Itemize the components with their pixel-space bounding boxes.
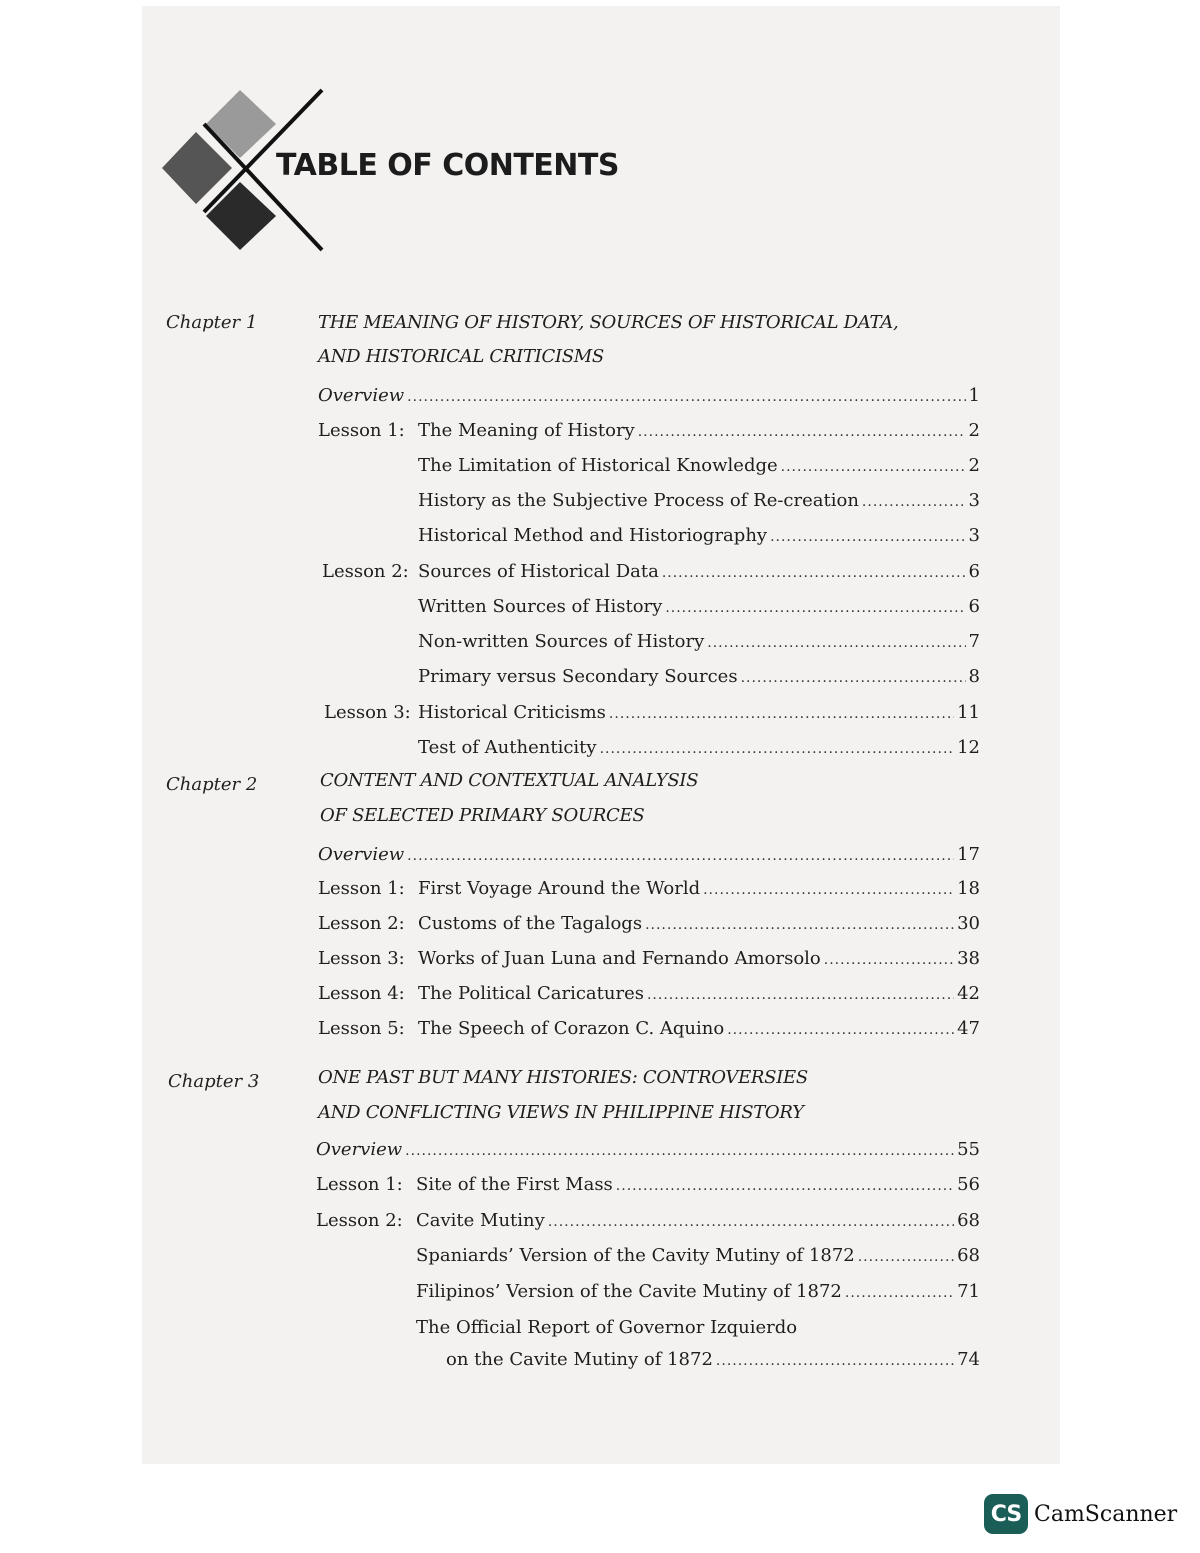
dot-leader [548,1210,954,1234]
entry-text: Overview [316,1139,403,1160]
chapter-title-line: AND HISTORICAL CRITICISMS [318,346,604,367]
toc-entry[interactable] [318,384,980,408]
entry-text[interactable]: The Official Report of Governor Izquierdo [416,1317,798,1338]
lesson-label: Lesson 2: [318,913,405,934]
page-number: 74 [957,1349,980,1370]
dot-leader [781,455,966,479]
page-number: 6 [968,596,980,617]
toc-entry[interactable] [322,560,980,584]
entry-text: Written Sources of History [418,596,663,617]
dot-leader [616,1174,954,1198]
toc-entry[interactable] [446,1348,980,1372]
page-number: 2 [968,455,980,476]
dot-leader [770,525,965,549]
toc-entry[interactable] [318,419,980,443]
chapter-label: Chapter 2 [166,774,258,795]
page-number: 12 [957,737,980,758]
dot-leader [407,385,965,409]
chapter-title-line: ONE PAST BUT MANY HISTORIES: CONTROVERSIES [318,1067,808,1088]
lesson-label: Lesson 4: [318,983,405,1004]
lesson-label: Lesson 1: [318,878,405,899]
page-number: 11 [957,702,980,723]
dot-leader [845,1281,954,1305]
dot-leader [609,702,954,726]
page-number: 17 [957,844,980,865]
camscanner-text: CamScanner [1034,1501,1178,1527]
dot-leader [665,596,965,620]
page-number: 47 [957,1018,980,1039]
page-number: 1 [968,385,980,406]
dot-leader [645,913,954,937]
entry-text: Non-written Sources of History [418,631,705,652]
toc-entry[interactable] [316,1173,980,1197]
chapter-title-line: OF SELECTED PRIMARY SOURCES [320,805,645,826]
toc-entry[interactable] [316,1138,980,1162]
dot-leader [647,983,954,1007]
dot-leader [662,561,966,585]
chapter-title-line: THE MEANING OF HISTORY, SOURCES OF HISTORICAL DATA, [318,312,899,333]
toc-entry[interactable] [318,877,980,901]
page-number: 2 [968,420,980,441]
chapter-label: Chapter 1 [166,312,258,333]
toc-entry[interactable] [318,982,980,1006]
entry-text: Historical Method and Historiography [418,525,768,546]
page-number: 3 [968,525,980,546]
dot-leader [824,948,954,972]
page-number: 55 [957,1139,980,1160]
entry-text: Works of Juan Luna and Fernando Amorsolo [418,948,821,969]
camscanner-icon: CS [984,1494,1028,1534]
lesson-label: Lesson 3: [324,702,411,723]
lesson-label: Lesson 1: [318,420,405,441]
entry-text: The Limitation of Historical Knowledge [418,455,778,476]
toc-entry[interactable] [324,701,980,725]
dot-leader [862,490,966,514]
toc-entry[interactable] [416,1280,980,1304]
entry-text: Customs of the Tagalogs [418,913,643,934]
entry-text: Overview [318,844,405,865]
entry-text: First Voyage Around the World [418,878,701,899]
entry-text: Test of Authenticity [418,737,597,758]
dot-leader [638,420,966,444]
camscanner-watermark [984,1494,1177,1534]
lesson-label: Lesson 2: [322,561,409,582]
page-number: 56 [957,1174,980,1195]
toc-entry[interactable] [318,843,980,867]
page-number: 3 [968,490,980,511]
entry-text: Sources of Historical Data [418,561,659,582]
toc-entry[interactable] [316,1209,980,1233]
chapter-label: Chapter 3 [168,1071,260,1092]
lesson-label: Lesson 1: [316,1174,403,1195]
toc-entry[interactable] [418,489,980,513]
chapter-title-line: AND CONFLICTING VIEWS IN PHILIPPINE HISTORY [318,1102,804,1123]
toc-entry[interactable] [318,912,980,936]
dot-leader [858,1245,954,1269]
toc-entry[interactable] [418,665,980,689]
entry-text: Cavite Mutiny [416,1210,545,1231]
page-number: 71 [957,1281,980,1302]
page-number: 30 [957,913,980,934]
dot-leader [600,737,955,761]
entry-text: Overview [318,385,405,406]
dot-leader [703,878,954,902]
chapter-title-line: CONTENT AND CONTEXTUAL ANALYSIS [320,770,699,791]
entry-text: Spaniards’ Version of the Cavity Mutiny of 1872 [416,1245,855,1266]
entry-text: The Meaning of History [418,420,635,441]
entry-text: Primary versus Secondary Sources [418,666,738,687]
lesson-label: Lesson 3: [318,948,405,969]
page-title: TABLE OF CONTENTS [276,148,619,183]
lesson-label: Lesson 5: [318,1018,405,1039]
toc-entry[interactable] [418,595,980,619]
entry-text: Filipinos’ Version of the Cavite Mutiny of 1872 [416,1281,842,1302]
page-number: 18 [957,878,980,899]
page-number: 68 [957,1210,980,1231]
toc-entry[interactable] [416,1244,980,1268]
toc-entry[interactable] [418,736,980,760]
toc-entry[interactable] [318,947,980,971]
dot-leader [741,666,966,690]
entry-text: Historical Criticisms [418,702,606,723]
dot-leader [716,1349,954,1373]
dot-leader [707,631,965,655]
page-number: 38 [957,948,980,969]
page-number: 42 [957,983,980,1004]
entry-text: The Political Caricatures [418,983,644,1004]
dot-leader [727,1018,954,1042]
dot-leader [407,844,954,868]
page-number: 68 [957,1245,980,1266]
entry-text: on the Cavite Mutiny of 1872 [446,1349,713,1370]
entry-text: Site of the First Mass [416,1174,613,1195]
page-number: 8 [968,666,980,687]
toc-entry[interactable] [418,630,980,654]
page-number: 7 [968,631,980,652]
page-number: 6 [968,561,980,582]
entry-text: History as the Subjective Process of Re-creation [418,490,859,511]
dot-leader [405,1139,954,1163]
toc-entry[interactable] [418,524,980,548]
toc-entry[interactable] [318,1017,980,1041]
entry-text: The Speech of Corazon C. Aquino [418,1018,725,1039]
lesson-label: Lesson 2: [316,1210,403,1231]
toc-entry[interactable] [418,454,980,478]
